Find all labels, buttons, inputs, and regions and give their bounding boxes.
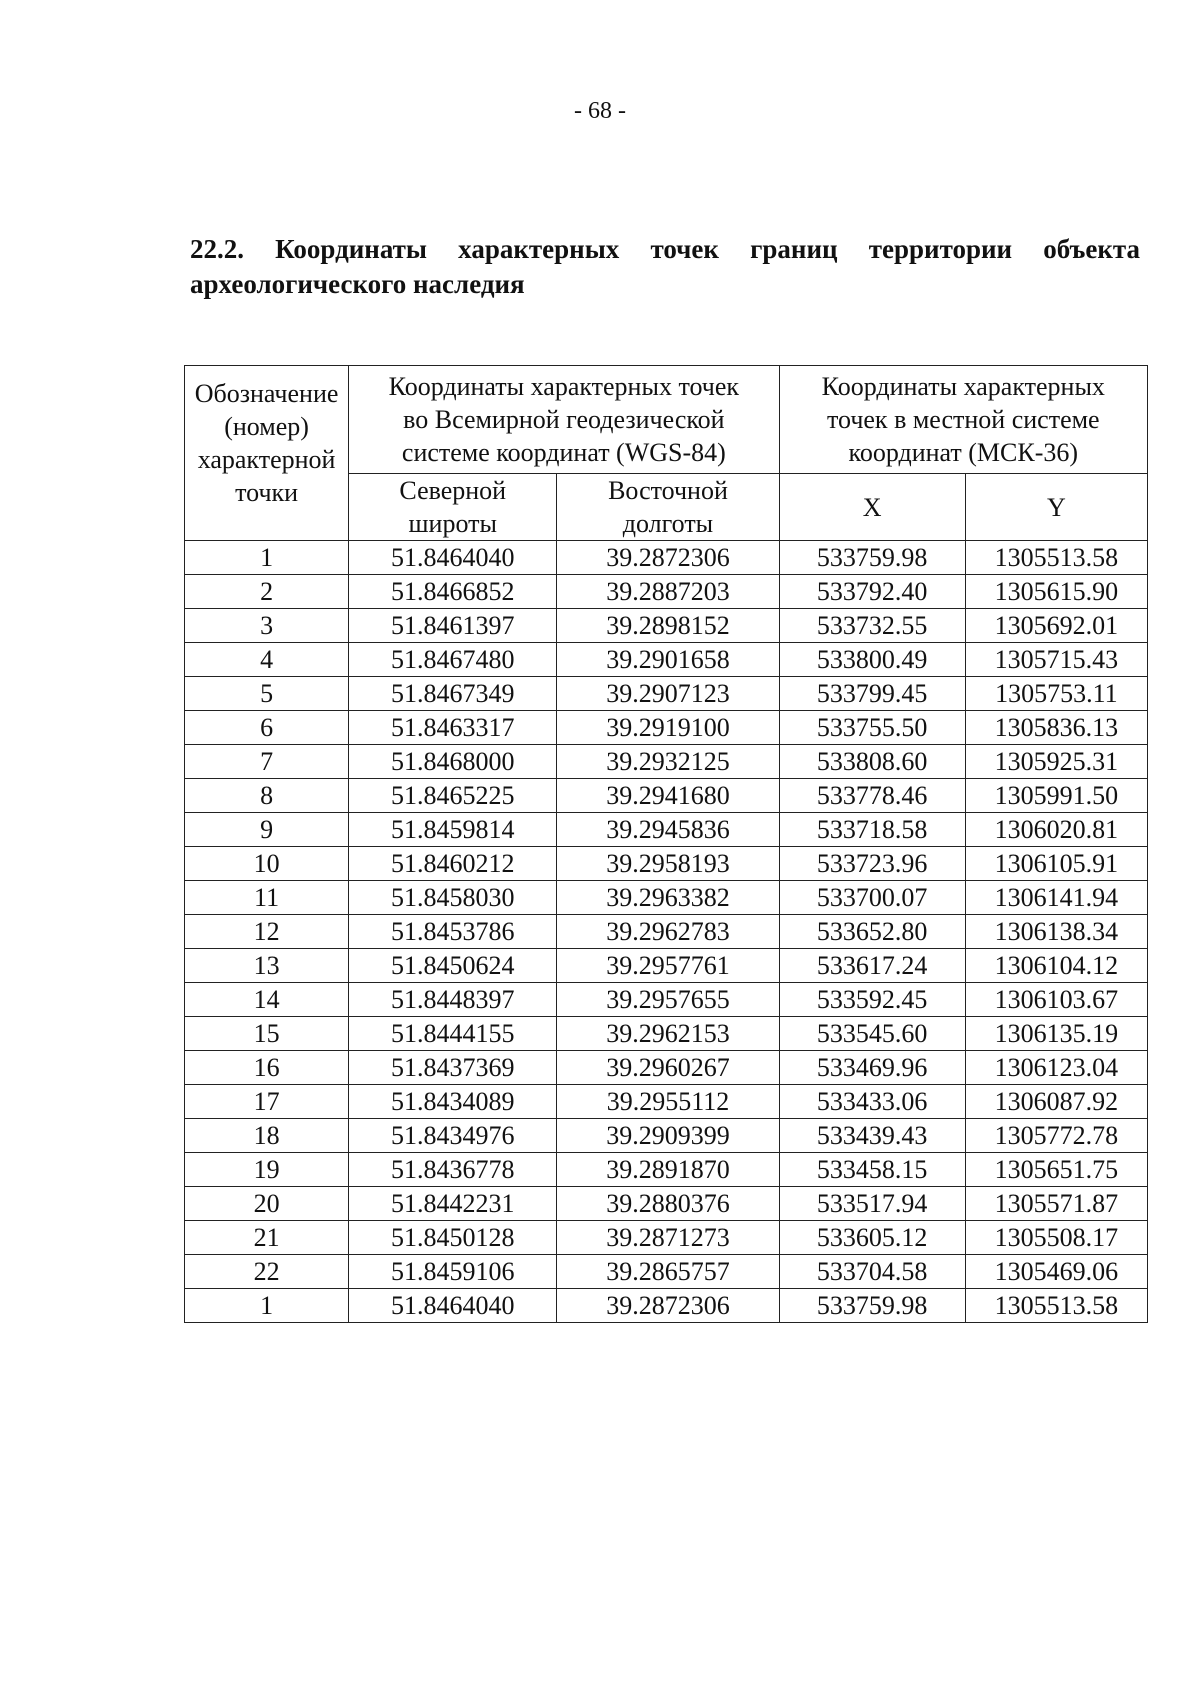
table-body (185, 541, 1148, 1323)
x-cell: 533592.45 (779, 983, 965, 1017)
point-number-cell: 11 (185, 881, 349, 915)
x-cell: 533723.96 (779, 847, 965, 881)
x-cell: 533704.58 (779, 1255, 965, 1289)
x-cell: 533759.98 (779, 1289, 965, 1323)
x-cell: 533792.40 (779, 575, 965, 609)
y-cell: 1306138.34 (965, 915, 1147, 949)
x-cell: 533652.80 (779, 915, 965, 949)
x-cell: 533545.60 (779, 1017, 965, 1051)
header-latitude: Северной широты (349, 474, 557, 541)
latitude-cell: 51.8460212 (349, 847, 557, 881)
y-cell: 1305615.90 (965, 575, 1147, 609)
latitude-cell: 51.8467480 (349, 643, 557, 677)
x-cell: 533808.60 (779, 745, 965, 779)
point-number-cell: 1 (185, 1289, 349, 1323)
latitude-cell: 51.8461397 (349, 609, 557, 643)
latitude-cell: 51.8434089 (349, 1085, 557, 1119)
y-cell: 1305772.78 (965, 1119, 1147, 1153)
table-row (185, 677, 1148, 711)
longitude-cell: 39.2887203 (557, 575, 779, 609)
table-row (185, 949, 1148, 983)
y-cell: 1305836.13 (965, 711, 1147, 745)
longitude-cell: 39.2919100 (557, 711, 779, 745)
x-cell: 533439.43 (779, 1119, 965, 1153)
point-number-cell: 8 (185, 779, 349, 813)
longitude-cell: 39.2880376 (557, 1187, 779, 1221)
latitude-cell: 51.8434976 (349, 1119, 557, 1153)
table-header (185, 366, 1148, 541)
point-number-cell: 3 (185, 609, 349, 643)
point-number-cell: 13 (185, 949, 349, 983)
table-row (185, 541, 1148, 575)
longitude-cell: 39.2957655 (557, 983, 779, 1017)
table-row (185, 575, 1148, 609)
table-row (185, 1153, 1148, 1187)
longitude-cell: 39.2962153 (557, 1017, 779, 1051)
table-row (185, 1051, 1148, 1085)
longitude-cell: 39.2891870 (557, 1153, 779, 1187)
point-number-cell: 9 (185, 813, 349, 847)
y-cell: 1306020.81 (965, 813, 1147, 847)
longitude-cell: 39.2941680 (557, 779, 779, 813)
point-number-cell: 7 (185, 745, 349, 779)
y-cell: 1306103.67 (965, 983, 1147, 1017)
x-cell: 533755.50 (779, 711, 965, 745)
y-cell: 1305991.50 (965, 779, 1147, 813)
longitude-cell: 39.2909399 (557, 1119, 779, 1153)
y-cell: 1306135.19 (965, 1017, 1147, 1051)
table-row (185, 779, 1148, 813)
longitude-cell: 39.2865757 (557, 1255, 779, 1289)
y-cell: 1305692.01 (965, 609, 1147, 643)
point-number-cell: 16 (185, 1051, 349, 1085)
longitude-cell: 39.2958193 (557, 847, 779, 881)
coordinates-table (184, 365, 1148, 1323)
point-number-cell: 15 (185, 1017, 349, 1051)
x-cell: 533778.46 (779, 779, 965, 813)
x-cell: 533700.07 (779, 881, 965, 915)
section-heading: 22.2. Координаты характерных точек границ территории объекта археологического наследия (190, 234, 1140, 299)
point-number-cell: 10 (185, 847, 349, 881)
y-cell: 1306105.91 (965, 847, 1147, 881)
latitude-cell: 51.8459814 (349, 813, 557, 847)
table-row (185, 745, 1148, 779)
latitude-cell: 51.8458030 (349, 881, 557, 915)
latitude-cell: 51.8442231 (349, 1187, 557, 1221)
latitude-cell: 51.8450128 (349, 1221, 557, 1255)
x-cell: 533517.94 (779, 1187, 965, 1221)
latitude-cell: 51.8464040 (349, 541, 557, 575)
latitude-cell: 51.8436778 (349, 1153, 557, 1187)
longitude-cell: 39.2898152 (557, 609, 779, 643)
longitude-cell: 39.2932125 (557, 745, 779, 779)
y-cell: 1305715.43 (965, 643, 1147, 677)
point-number-cell: 18 (185, 1119, 349, 1153)
table-row (185, 881, 1148, 915)
x-cell: 533759.98 (779, 541, 965, 575)
y-cell: 1305513.58 (965, 541, 1147, 575)
longitude-cell: 39.2955112 (557, 1085, 779, 1119)
x-cell: 533469.96 (779, 1051, 965, 1085)
x-cell: 533433.06 (779, 1085, 965, 1119)
point-number-cell: 20 (185, 1187, 349, 1221)
header-msk36-group: Координаты характерных точек в местной системе координат (МСК-36) (779, 366, 1147, 474)
y-cell: 1306123.04 (965, 1051, 1147, 1085)
longitude-cell: 39.2963382 (557, 881, 779, 915)
y-cell: 1305651.75 (965, 1153, 1147, 1187)
longitude-cell: 39.2962783 (557, 915, 779, 949)
latitude-cell: 51.8464040 (349, 1289, 557, 1323)
longitude-cell: 39.2901658 (557, 643, 779, 677)
y-cell: 1305925.31 (965, 745, 1147, 779)
point-number-cell: 14 (185, 983, 349, 1017)
longitude-cell: 39.2957761 (557, 949, 779, 983)
x-cell: 533732.55 (779, 609, 965, 643)
x-cell: 533718.58 (779, 813, 965, 847)
latitude-cell: 51.8444155 (349, 1017, 557, 1051)
latitude-cell: 51.8463317 (349, 711, 557, 745)
latitude-cell: 51.8437369 (349, 1051, 557, 1085)
header-x: X (779, 474, 965, 541)
y-cell: 1306087.92 (965, 1085, 1147, 1119)
header-y: Y (965, 474, 1147, 541)
header-longitude: Восточной долготы (557, 474, 779, 541)
longitude-cell: 39.2960267 (557, 1051, 779, 1085)
x-cell: 533799.45 (779, 677, 965, 711)
table-row (185, 643, 1148, 677)
point-number-cell: 4 (185, 643, 349, 677)
latitude-cell: 51.8467349 (349, 677, 557, 711)
table-row (185, 1187, 1148, 1221)
latitude-cell: 51.8468000 (349, 745, 557, 779)
table-row (185, 1289, 1148, 1323)
latitude-cell: 51.8459106 (349, 1255, 557, 1289)
longitude-cell: 39.2872306 (557, 1289, 779, 1323)
table-row (185, 1119, 1148, 1153)
point-number-cell: 6 (185, 711, 349, 745)
y-cell: 1305571.87 (965, 1187, 1147, 1221)
y-cell: 1305513.58 (965, 1289, 1147, 1323)
point-number-cell: 19 (185, 1153, 349, 1187)
y-cell: 1306141.94 (965, 881, 1147, 915)
point-number-cell: 17 (185, 1085, 349, 1119)
longitude-cell: 39.2907123 (557, 677, 779, 711)
x-cell: 533617.24 (779, 949, 965, 983)
y-cell: 1305469.06 (965, 1255, 1147, 1289)
table-row (185, 1017, 1148, 1051)
table-row (185, 609, 1148, 643)
header-wgs84-group: Координаты характерных точек во Всемирной геодезической системе координат (WGS-84) (349, 366, 779, 474)
latitude-cell: 51.8448397 (349, 983, 557, 1017)
point-number-cell: 22 (185, 1255, 349, 1289)
longitude-cell: 39.2872306 (557, 541, 779, 575)
longitude-cell: 39.2945836 (557, 813, 779, 847)
y-cell: 1305753.11 (965, 677, 1147, 711)
x-cell: 533605.12 (779, 1221, 965, 1255)
table-row (185, 1255, 1148, 1289)
table-row (185, 915, 1148, 949)
table-row (185, 813, 1148, 847)
point-number-cell: 21 (185, 1221, 349, 1255)
latitude-cell: 51.8453786 (349, 915, 557, 949)
x-cell: 533800.49 (779, 643, 965, 677)
page-number: - 68 - (574, 98, 626, 124)
point-number-cell: 2 (185, 575, 349, 609)
point-number-cell: 12 (185, 915, 349, 949)
point-number-cell: 5 (185, 677, 349, 711)
latitude-cell: 51.8466852 (349, 575, 557, 609)
x-cell: 533458.15 (779, 1153, 965, 1187)
table-row (185, 1221, 1148, 1255)
table-row (185, 847, 1148, 881)
longitude-cell: 39.2871273 (557, 1221, 779, 1255)
table-row (185, 983, 1148, 1017)
point-number-cell: 1 (185, 541, 349, 575)
latitude-cell: 51.8465225 (349, 779, 557, 813)
latitude-cell: 51.8450624 (349, 949, 557, 983)
y-cell: 1305508.17 (965, 1221, 1147, 1255)
table-row (185, 711, 1148, 745)
y-cell: 1306104.12 (965, 949, 1147, 983)
table-row (185, 1085, 1148, 1119)
header-point-number: Обозначение (номер) характерной точки (185, 366, 349, 541)
